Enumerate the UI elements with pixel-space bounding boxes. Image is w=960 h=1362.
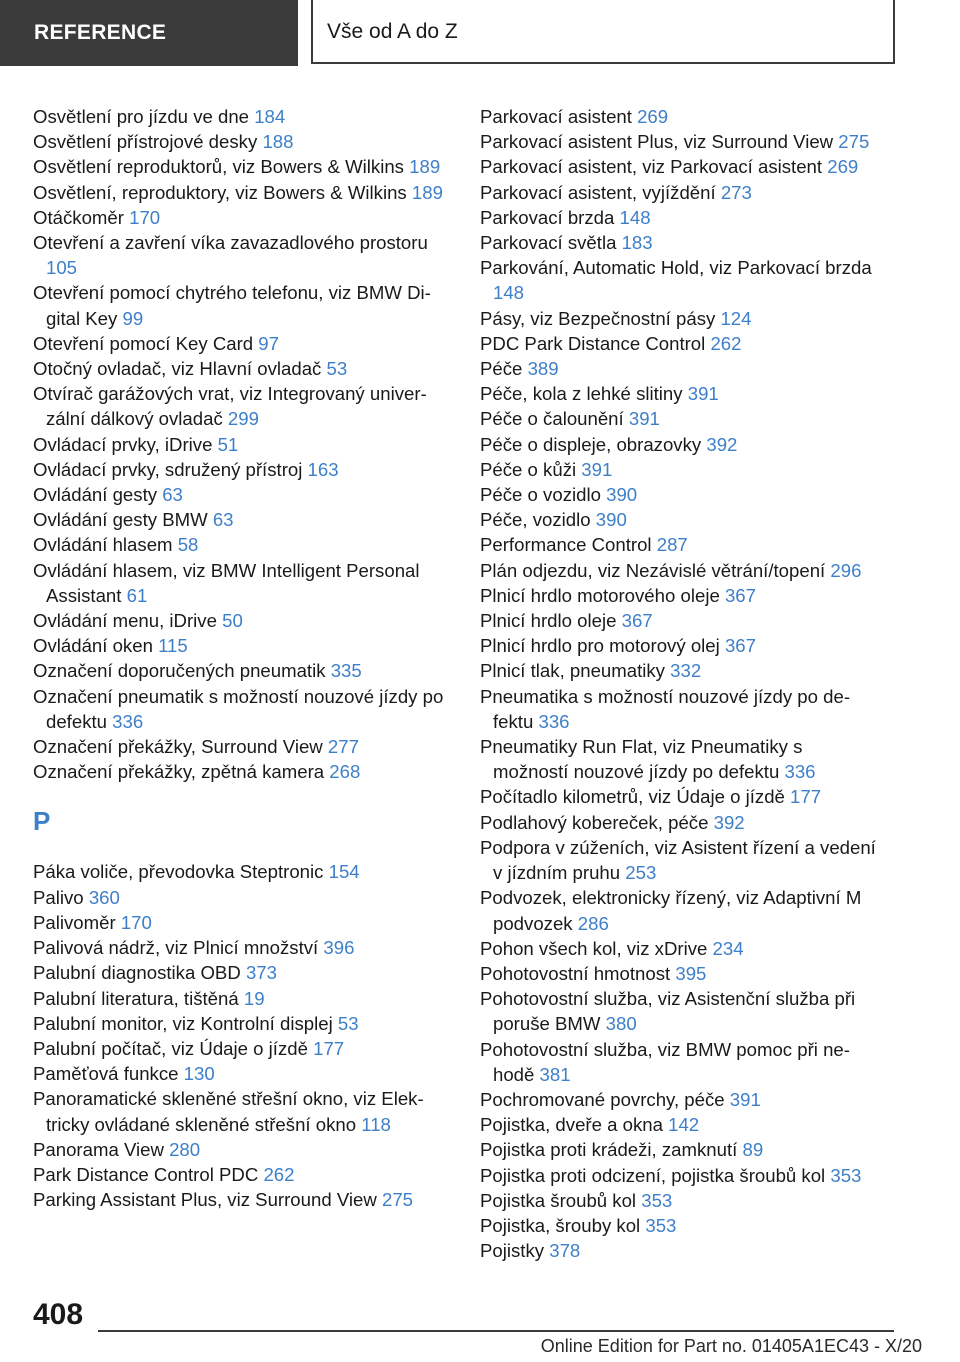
entry-text: Pohon všech kol, viz xDrive: [480, 937, 708, 959]
page-link[interactable]: 189: [411, 181, 443, 203]
entry-text: Označení překážky, zpětná kamera: [33, 761, 325, 783]
index-entry: [33, 734, 453, 759]
entry-text: Palivoměr: [33, 911, 116, 933]
page-link[interactable]: 188: [262, 131, 294, 153]
page-link[interactable]: 177: [790, 786, 822, 808]
page-link[interactable]: 53: [326, 358, 348, 380]
entry-text: Osvětlení pro jízdu ve dne: [33, 106, 250, 127]
page-link[interactable]: 275: [381, 1189, 414, 1211]
index-list-o: [33, 104, 453, 784]
entry-text: Pochromované povrchy, péče: [480, 1088, 725, 1110]
page-link[interactable]: 148: [493, 282, 525, 304]
page-link[interactable]: 367: [724, 635, 756, 657]
entry-text: Péče, kola z lehké slitiny: [480, 383, 683, 405]
entry-text: Palubní literatura, tištěná: [33, 987, 239, 1009]
entry-text: Panorama View: [33, 1138, 164, 1160]
page-link[interactable]: 253: [625, 862, 657, 884]
page-link[interactable]: 273: [720, 181, 752, 203]
entry-text: Osvětlení reproduktorů, viz Bowers & Wilkins: [33, 156, 404, 178]
index-entry: [33, 1036, 453, 1061]
page-link[interactable]: 336: [538, 710, 570, 732]
page-link[interactable]: 269: [827, 156, 859, 178]
index-entry: [33, 1187, 453, 1212]
index-entry: [33, 633, 453, 658]
entry-text: Podlahový kobereček, péče: [480, 811, 709, 833]
index-column-left: [33, 104, 453, 1212]
page-link[interactable]: 280: [169, 1138, 201, 1160]
page-link[interactable]: 378: [549, 1240, 581, 1262]
entry-text: Ovládání menu, iDrive: [33, 610, 217, 632]
page-link[interactable]: 286: [577, 912, 609, 934]
entry-text: Plnicí hrdlo motorového oleje: [480, 584, 720, 606]
entry-text: Parkovací asistent, viz Parkovací asistent: [480, 156, 823, 178]
index-entry: [480, 255, 880, 305]
entry-text: Pojistka proti krádeži, zamknutí: [480, 1139, 738, 1161]
index-entry: [480, 406, 880, 431]
entry-text: Otvírač garážových vrat, viz Integrovaný univerzální dálkový ovladač: [33, 383, 427, 430]
index-entry: [33, 532, 453, 557]
entry-text: Označení doporučených pneumatik: [33, 660, 326, 682]
page-link[interactable]: 53: [337, 1012, 359, 1034]
index-entry: [480, 583, 880, 608]
page-number: 408: [33, 1298, 84, 1331]
index-entry: [33, 381, 453, 431]
index-entry: [33, 230, 453, 280]
index-entry: [33, 885, 453, 910]
entry-text: Počítadlo kilometrů, viz Údaje o jízdě: [480, 786, 785, 808]
index-entry: [33, 129, 453, 154]
page-link[interactable]: 299: [227, 408, 259, 430]
page-link[interactable]: 287: [656, 534, 688, 556]
index-list-p: [33, 859, 453, 1212]
entry-text: Podpora v zúženích, viz Asistent řízení a vedení v jízdním pruhu: [480, 836, 876, 884]
page-link[interactable]: 390: [595, 509, 627, 531]
page-link[interactable]: 277: [327, 736, 359, 758]
page-link[interactable]: 390: [606, 484, 638, 506]
index-entry: [33, 859, 453, 884]
entry-text: Palubní počítač, viz Údaje o jízdě: [33, 1037, 308, 1059]
entry-text: Ovládání hlasem: [33, 534, 173, 556]
index-entry: [480, 608, 880, 633]
page-link[interactable]: 50: [222, 610, 243, 632]
entry-text: Osvětlení přístrojové desky: [33, 131, 258, 153]
page-link[interactable]: 170: [120, 911, 152, 933]
index-entry: [480, 381, 880, 406]
entry-text: Pohotovostní služba, viz BMW pomoc při nehodě: [480, 1038, 850, 1085]
index-entry: [33, 935, 453, 960]
page-link[interactable]: 275: [838, 131, 870, 153]
entry-text: Otevření pomocí chytrého telefonu, viz BMW Digital Key: [33, 282, 431, 329]
entry-text: Parkovací asistent Plus, viz Surround View: [480, 131, 834, 153]
page-link[interactable]: 105: [46, 257, 78, 279]
page-link[interactable]: 391: [628, 408, 660, 430]
entry-text: Plán odjezdu, viz Nezávislé větrání/topení: [480, 559, 826, 581]
page-link[interactable]: 51: [217, 433, 239, 455]
page-link[interactable]: 381: [539, 1063, 571, 1085]
page-link[interactable]: 353: [830, 1164, 862, 1186]
entry-text: Ovládací prvky, sdružený přístroj: [33, 458, 303, 480]
entry-text: Plnicí hrdlo oleje: [480, 610, 617, 632]
index-entry: [480, 885, 880, 935]
entry-text: Pojistka, šrouby kol: [480, 1214, 641, 1236]
page-link[interactable]: 332: [670, 660, 702, 682]
entry-text: Pneumatiky Run Flat, viz Pneumatiky s možností nouzové jízdy po defektu: [480, 736, 803, 783]
entry-text: Páka voliče, převodovka Steptronic: [33, 861, 324, 883]
index-entry: [33, 960, 453, 985]
page-link[interactable]: 184: [254, 106, 286, 127]
entry-text: Pásy, viz Bezpečnostní pásy: [480, 307, 716, 329]
index-entry: [33, 759, 453, 784]
section-letter: P: [33, 806, 51, 837]
index-entry: [480, 331, 880, 356]
index-entry: [480, 154, 880, 179]
index-entry: [480, 986, 880, 1036]
page-link[interactable]: 373: [245, 962, 277, 984]
entry-text: Palubní diagnostika OBD: [33, 962, 241, 984]
entry-text: Parking Assistant Plus, viz Surround View: [33, 1189, 377, 1211]
index-entry: [480, 961, 880, 986]
page-link[interactable]: 61: [126, 584, 148, 606]
index-entry: [33, 507, 453, 532]
index-entry: [480, 658, 880, 683]
page-link[interactable]: 148: [619, 206, 651, 228]
entry-text: Otevření pomocí Key Card: [33, 332, 254, 354]
index-entry: [480, 180, 880, 205]
entry-text: Parkovací asistent, vyjíždění: [480, 181, 716, 203]
entry-text: Otočný ovladač, viz Hlavní ovladač: [33, 358, 322, 380]
page-link[interactable]: 396: [323, 937, 355, 959]
index-entry: [33, 280, 453, 330]
page-link[interactable]: 380: [605, 1013, 637, 1035]
index-entry: [480, 1137, 880, 1162]
entry-text: Park Distance Control PDC: [33, 1163, 259, 1185]
page-link[interactable]: 115: [158, 635, 188, 657]
index-entry: [480, 784, 880, 809]
index-entry: [480, 356, 880, 381]
index-entry: [33, 1061, 453, 1086]
entry-text: Péče o čalounění: [480, 408, 624, 430]
page-link[interactable]: 58: [177, 534, 199, 556]
entry-text: Ovládání gesty: [33, 484, 158, 506]
index-entry: [480, 684, 880, 734]
page-link[interactable]: 19: [243, 987, 265, 1009]
page-link[interactable]: 183: [621, 232, 653, 254]
page-link[interactable]: 336: [784, 761, 816, 783]
entry-text: Palivo: [33, 886, 84, 908]
index-entry: [480, 205, 880, 230]
page-link[interactable]: 353: [645, 1214, 677, 1236]
index-entry: [33, 104, 453, 129]
index-entry: [33, 154, 453, 179]
page-link[interactable]: 392: [706, 433, 738, 455]
entry-text: Parkovací asistent: [480, 106, 632, 127]
index-entry: [33, 482, 453, 507]
index-entry: [33, 608, 453, 633]
page-link[interactable]: 99: [122, 307, 144, 329]
index-entry: [480, 1037, 880, 1087]
entry-text: Ovládání gesty BMW: [33, 509, 208, 531]
index-entry: [480, 835, 880, 885]
page-link[interactable]: 395: [675, 962, 707, 984]
index-entry: [480, 1188, 880, 1213]
index-entry: [480, 104, 880, 129]
index-entry: [33, 356, 453, 381]
page-link[interactable]: 360: [88, 886, 120, 908]
page-link[interactable]: 97: [258, 332, 279, 354]
page-link[interactable]: 391: [581, 458, 613, 480]
index-entry: [33, 331, 453, 356]
page-link[interactable]: 170: [129, 206, 161, 228]
page-link[interactable]: 154: [328, 861, 360, 883]
edition-note: Online Edition for Part no. 01405A1EC43 - X/20: [540, 1336, 922, 1356]
page-link[interactable]: 262: [263, 1163, 295, 1185]
index-entry: [480, 482, 880, 507]
index-entry: [480, 507, 880, 532]
index-column-right: [480, 104, 880, 1263]
index-entry: [480, 1163, 880, 1188]
index-entry: [480, 558, 880, 583]
index-entry: [480, 1238, 880, 1263]
index-entry: [480, 810, 880, 835]
section-label: REFERENCE: [0, 0, 298, 66]
entry-text: Označení pneumatik s možností nouzové jízdy po defektu: [33, 685, 444, 732]
page-link[interactable]: 391: [687, 383, 719, 405]
page-link[interactable]: 269: [637, 106, 669, 127]
entry-text: Pohotovostní hmotnost: [480, 962, 671, 984]
page-link[interactable]: 389: [527, 358, 559, 380]
index-entry: [480, 1087, 880, 1112]
page-link[interactable]: 367: [621, 610, 653, 632]
index-entry: [33, 1011, 453, 1036]
index-entry: [480, 1213, 880, 1238]
page-link[interactable]: 63: [162, 484, 183, 506]
index-entry: [480, 432, 880, 457]
entry-text: Péče o displeje, obrazovky: [480, 433, 702, 455]
index-entry: [33, 205, 453, 230]
page-link[interactable]: 177: [313, 1037, 345, 1059]
page-link[interactable]: 336: [112, 710, 144, 732]
entry-text: Pojistka šroubů kol: [480, 1189, 637, 1211]
index-entry: [33, 986, 453, 1011]
index-entry: [33, 558, 453, 608]
index-list-p-continued: [480, 104, 880, 1263]
entry-text: Pojistky: [480, 1240, 545, 1262]
index-entry: [480, 230, 880, 255]
entry-text: Parkování, Automatic Hold, viz Parkovací brzda: [480, 257, 872, 279]
page-link[interactable]: 118: [361, 1113, 391, 1135]
entry-text: Plnicí hrdlo pro motorový olej: [480, 635, 720, 657]
page-link[interactable]: 234: [712, 937, 744, 959]
entry-text: Pojistka proti odcizení, pojistka šroubů kol: [480, 1164, 826, 1186]
index-entry: [33, 180, 453, 205]
entry-text: Péče: [480, 358, 523, 380]
entry-text: PDC Park Distance Control: [480, 332, 706, 354]
page-link[interactable]: 124: [720, 307, 752, 329]
entry-text: Palubní monitor, viz Kontrolní displej: [33, 1012, 333, 1034]
entry-text: Otáčkoměr: [33, 206, 124, 228]
entry-text: Performance Control: [480, 534, 652, 556]
entry-text: Palivová nádrž, viz Plnicí množství: [33, 937, 319, 959]
entry-text: Parkovací brzda: [480, 206, 615, 228]
chapter-title: Vše od A do Z: [311, 0, 895, 64]
index-entry: [480, 306, 880, 331]
entry-text: Označení překážky, Surround View: [33, 736, 323, 758]
page-link[interactable]: 367: [724, 584, 756, 606]
page-header: [0, 0, 960, 66]
index-entry: [33, 432, 453, 457]
entry-text: Paměťová funkce: [33, 1063, 179, 1085]
index-entry: [33, 1137, 453, 1162]
entry-text: Péče o vozidlo: [480, 484, 601, 506]
page-link[interactable]: 268: [329, 761, 361, 783]
footer-divider: [98, 1330, 894, 1332]
page-link[interactable]: 392: [713, 811, 745, 833]
page-link[interactable]: 353: [641, 1189, 673, 1211]
entry-text: Osvětlení, reproduktory, viz Bowers & Wilkins: [33, 181, 407, 203]
entry-text: Parkovací světla: [480, 232, 617, 254]
entry-text: Panoramatické skleněné střešní okno, viz Elektricky ovládané skleněné střešní okno: [33, 1088, 424, 1135]
page-link[interactable]: 296: [830, 559, 862, 581]
page-link[interactable]: 163: [307, 458, 339, 480]
index-entry: [33, 910, 453, 935]
index-entry: [33, 684, 453, 734]
page-link[interactable]: 89: [742, 1139, 764, 1161]
index-entry: [480, 1112, 880, 1137]
entry-text: Ovládání oken: [33, 635, 153, 657]
page-link[interactable]: 262: [710, 332, 742, 354]
page-link[interactable]: 63: [212, 509, 234, 531]
entry-text: Péče o kůži: [480, 458, 577, 480]
entry-text: Pneumatika s možností nouzové jízdy po defektu: [480, 685, 851, 732]
index-entry: [480, 936, 880, 961]
index-entry: [480, 633, 880, 658]
index-entry: [33, 658, 453, 683]
index-entry: [480, 734, 880, 784]
page-link[interactable]: 391: [729, 1088, 761, 1110]
index-entry: [480, 129, 880, 154]
entry-text: Podvozek, elektronicky řízený, viz Adaptivní M podvozek: [480, 887, 862, 934]
page-link[interactable]: 130: [183, 1063, 215, 1085]
page-link[interactable]: 142: [668, 1114, 700, 1136]
index-entry: [480, 532, 880, 557]
entry-text: Ovládání hlasem, viz BMW Intelligent Personal Assistant: [33, 559, 420, 606]
entry-text: Plnicí tlak, pneumatiky: [480, 660, 665, 682]
index-entry: [33, 1162, 453, 1187]
page-link[interactable]: 189: [409, 156, 441, 178]
index-entry: [33, 1086, 453, 1136]
entry-text: Pohotovostní služba, viz Asistenční služba při poruše BMW: [480, 988, 856, 1035]
entry-text: Péče, vozidlo: [480, 509, 591, 531]
entry-text: Otevření a zavření víka zavazadlového prostoru: [33, 232, 428, 254]
entry-text: Ovládací prvky, iDrive: [33, 433, 213, 455]
index-entry: [33, 457, 453, 482]
page-link[interactable]: 335: [330, 660, 362, 682]
index-entry: [480, 457, 880, 482]
entry-text: Pojistka, dveře a okna: [480, 1114, 663, 1136]
